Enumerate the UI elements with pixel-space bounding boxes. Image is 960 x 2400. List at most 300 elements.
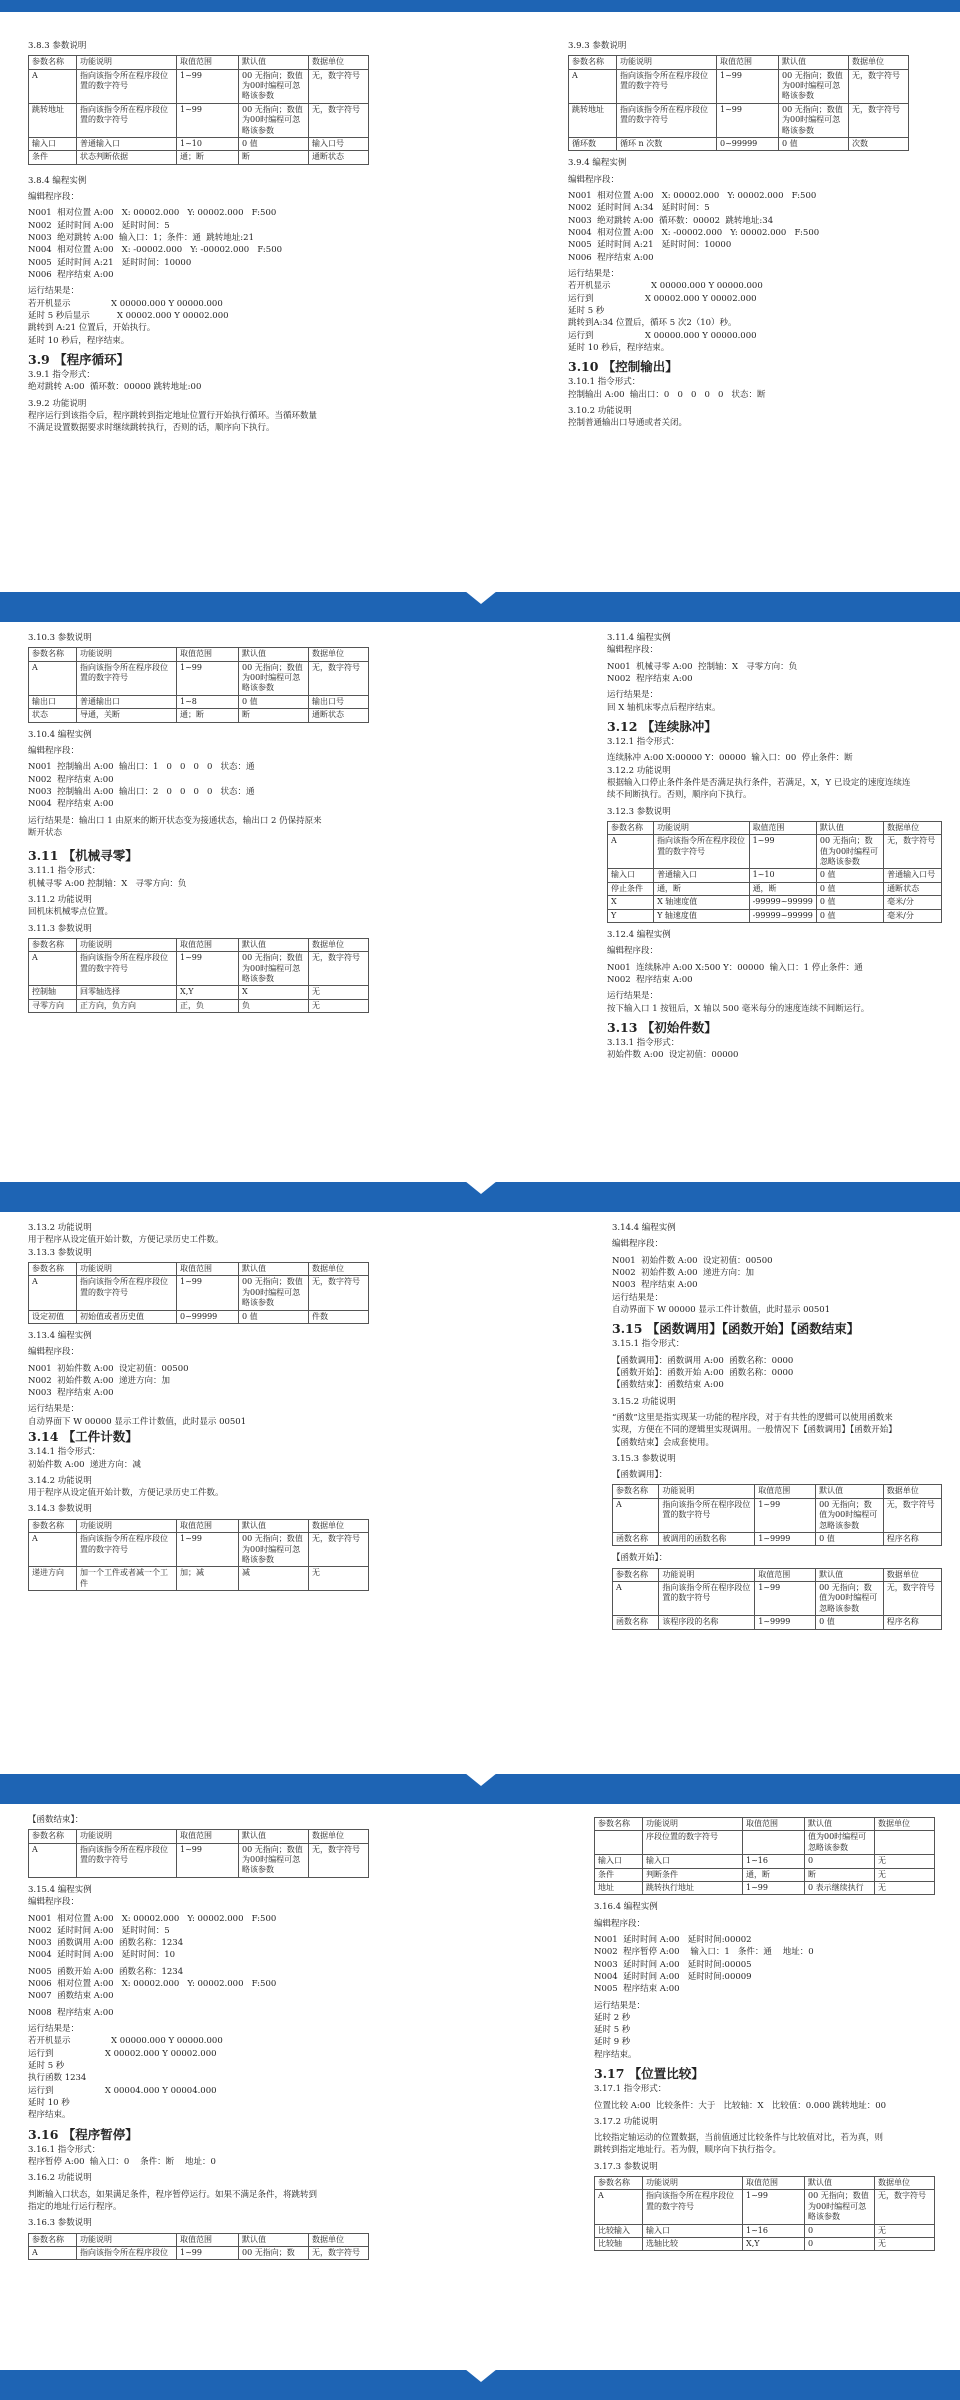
table-cell: 无，数字符号: [309, 2246, 369, 2259]
text-line: 3.13.4 编程实例: [28, 1330, 92, 1341]
table-header-row: [608, 821, 942, 834]
program-line: N005 程序结束 A:00: [594, 1984, 680, 1995]
text-line: 程序结束。: [594, 2049, 637, 2060]
table-cell: 指向该指令所在程序段位置的数字符号: [77, 952, 177, 986]
parameter-table: [28, 938, 369, 1013]
table-row: [29, 1276, 369, 1310]
table-cell: A: [608, 835, 654, 869]
parameter-table: [28, 1829, 369, 1878]
table-cell: 1~99: [177, 1843, 239, 1877]
table-cell: 指向该指令所在程序段位置的数字符号: [77, 1276, 177, 1310]
table-cell: 无，数字符号: [309, 661, 369, 695]
parameter-table: [28, 647, 369, 722]
table-row: [29, 999, 369, 1012]
table-cell: 0 值: [779, 138, 849, 151]
table-cell: 减: [239, 1567, 309, 1591]
table-row: [29, 2246, 369, 2259]
table-cell: 导通，关断: [77, 709, 177, 722]
text-line: 3.11.4 编程实例: [607, 633, 671, 643]
section-heading: 3.14 【工件计数】: [28, 1429, 138, 1445]
table-row: [29, 695, 369, 708]
table-cell: 指向该指令所在程序段位置的数字符号: [659, 1582, 755, 1616]
table-cell: 无，数字符号: [849, 103, 909, 137]
text-line: 运行结果是：: [28, 1404, 80, 1415]
text-line: 控制输出 A:00 输出口：0 0 0 0 0 状态：断: [568, 389, 766, 400]
section-heading: 3.16 【程序暂停】: [28, 2126, 138, 2142]
table-cell: 指向该指令所在程序段位置的数字符号: [659, 1498, 755, 1532]
table-cell: 1~99: [755, 1498, 816, 1532]
table-cell: 取值范围: [177, 1830, 239, 1843]
text-line: 运行结果是：: [607, 690, 659, 701]
table-cell: 0 值: [816, 909, 883, 922]
table-row: [613, 1498, 942, 1532]
page-divider-band: [0, 1774, 960, 1804]
table-cell: 指向该指令所在程序段位置的数字符号: [617, 69, 717, 103]
table-row: [595, 2190, 935, 2224]
table-cell: 无: [309, 999, 369, 1012]
table-cell: 无，数字符号: [309, 1843, 369, 1877]
table-cell: 0 值: [816, 1533, 884, 1546]
text-line: 3.15.3 参数说明: [612, 1453, 676, 1464]
text-line: 初始件数 A:00 递进方向：减: [28, 1459, 141, 1470]
program-line: N004 相对位置 A:00 X: -00002.000 Y: 00002.000 F:500: [568, 228, 820, 238]
table-cell: 0 值: [239, 695, 309, 708]
parameter-table: [612, 1484, 942, 1546]
table-cell: 循环 n 次数: [617, 138, 717, 151]
text-line: 编辑程序段：: [28, 1897, 80, 1908]
table-cell: 功能说明: [643, 2177, 743, 2190]
table-cell: 无: [309, 1567, 369, 1591]
table-row: [29, 69, 369, 103]
text-line: 自动界面下 W 00000 显示工件计数值，此时显示 00501: [28, 1416, 247, 1427]
table-row: [29, 1843, 369, 1877]
program-line: N005 延时时间 A:21 延时时间：10000: [28, 257, 192, 268]
table-cell: 加一个工件或者减一个工件: [77, 1567, 177, 1591]
program-line: N007 函数结束 A:00: [28, 1991, 114, 2002]
table-cell: [875, 1831, 935, 1855]
text-line: 自动界面下 W 00000 显示工件计数值，此时显示 00501: [612, 1304, 831, 1315]
text-line: 3.14.2 功能说明: [28, 1475, 92, 1486]
text-line: 3.15.2 功能说明: [612, 1396, 676, 1407]
table-cell: 回零轴选择: [77, 986, 177, 999]
table-cell: 指向该指令所在程序段位置的数字符号: [77, 1533, 177, 1567]
table-cell: 通，断: [743, 1868, 805, 1881]
table-cell: 无，数字符号: [309, 952, 369, 986]
table-cell: 跳转地址: [569, 103, 617, 137]
table-cell: 00 无指向；数值为00时编程可忽略该参数: [239, 952, 309, 986]
table-cell: 功能说明: [643, 1818, 743, 1831]
table-cell: 输入口: [643, 2224, 743, 2237]
table-row: [608, 882, 942, 895]
parameter-table: [28, 1262, 369, 1324]
program-line: N001 相对位置 A:00 X: 00002.000 Y: 00002.000 F:500: [28, 1913, 277, 1924]
table-cell: 条件: [29, 151, 77, 164]
table-cell: 参数名称: [595, 1818, 643, 1831]
table-cell: 通断状态: [309, 151, 369, 164]
table-cell: X,Y: [743, 2238, 805, 2251]
text-line: 延时 2 秒: [594, 2012, 631, 2023]
text-line: 延时 5 秒: [568, 305, 605, 316]
table-cell: 1~9999: [755, 1616, 816, 1629]
parameter-table: [594, 1817, 935, 1895]
table-cell: 参数名称: [29, 2233, 77, 2246]
text-line: 跳转到 A:21 位置后，开始执行。: [28, 323, 156, 334]
table-row: [29, 986, 369, 999]
table-cell: 1~10: [177, 138, 239, 151]
table-header-row: [613, 1485, 942, 1498]
table-cell: 1~99: [177, 103, 239, 137]
page1-left-column: [28, 40, 418, 435]
program-line: N001 相对位置 A:00 X: 00002.000 Y: 00002.000 F:500: [568, 191, 817, 202]
table-cell: 默认值: [239, 1519, 309, 1532]
table-cell: 默认值: [779, 56, 849, 69]
table-header-row: [569, 56, 909, 69]
table-cell: [595, 1831, 643, 1855]
table-cell: 取值范围: [177, 648, 239, 661]
text-line: 编辑程序段：: [612, 1239, 664, 1250]
text-line: 3.13.2 功能说明: [28, 1223, 92, 1233]
text-line: 初始件数 A:00 设定初值：00000: [607, 1050, 739, 1061]
table-cell: 0: [805, 1855, 875, 1868]
text-line: 程序运行到该指令后，程序跳转到指定地址位置行开始执行循环。当循环数量: [28, 410, 318, 421]
table-cell: 1~99: [717, 69, 779, 103]
table-cell: 函数名称: [613, 1533, 659, 1546]
text-line: 若开机显示 X 00000.000 Y 00000.000: [28, 298, 223, 309]
table-cell: 数据单位: [875, 2177, 935, 2190]
text-line: 不满足设置数据要求时继续跳转执行，否则的话，顺序向下执行。: [28, 423, 275, 434]
program-line: N004 程序结束 A:00: [28, 799, 114, 810]
table-cell: 0: [805, 2224, 875, 2237]
table-cell: 循环数: [569, 138, 617, 151]
table-cell: 控制轴: [29, 986, 77, 999]
text-line: “函数”这里是指实现某一功能的程序段，对于有共性的逻辑可以使用函数来: [612, 1412, 893, 1423]
text-line: 绝对跳转 A:00 循环数：00000 跳转地址:00: [28, 382, 202, 393]
text-line: 判断输入口状态，如果满足条件，程序暂停运行。如果不满足条件，将跳转到: [28, 2189, 318, 2200]
table-cell: 0 值: [239, 1310, 309, 1323]
table-cell: 数据单位: [309, 1830, 369, 1843]
table-cell: 00 无指向；数值为00时编程可忽略该参数: [816, 1498, 884, 1532]
text-line: 编辑程序段：: [594, 1918, 646, 1929]
table-cell: 功能说明: [77, 56, 177, 69]
text-line: 3.16.4 编程实例: [594, 1902, 658, 1913]
program-line: N002 程序结束 A:00: [607, 974, 693, 985]
table-cell: 取值范围: [717, 56, 779, 69]
table-row: [29, 138, 369, 151]
text-line: 编辑程序段：: [607, 645, 659, 656]
table-cell: A: [29, 661, 77, 695]
table-cell: 正方向，负方向: [77, 999, 177, 1012]
text-line: 延时 10 秒后，程序结束。: [568, 342, 670, 353]
table-cell: 0 值: [816, 882, 883, 895]
table-cell: 00 无指向；数: [239, 2246, 309, 2259]
table-cell: 指向该指令所在程序段位: [77, 2246, 177, 2259]
section-heading: 3.13 【初始件数】: [607, 1019, 717, 1035]
program-line: N006 程序结束 A:00: [28, 270, 114, 281]
table-cell: 序段位置的数字符号: [643, 1831, 743, 1855]
text-line: 【函数调用】：: [612, 1470, 668, 1481]
table-cell: 功能说明: [77, 1262, 177, 1275]
table-row: [29, 1533, 369, 1567]
table-row: [595, 1855, 935, 1868]
table-cell: 功能说明: [659, 1568, 755, 1581]
table-row: [29, 952, 369, 986]
page-divider-band: [0, 0, 960, 12]
table-cell: 选轴比较: [643, 2238, 743, 2251]
table-cell: X: [239, 986, 309, 999]
text-line: 3.14.3 参数说明: [28, 1504, 92, 1515]
table-cell: 比较轴: [595, 2238, 643, 2251]
table-row: [29, 709, 369, 722]
table-cell: 功能说明: [617, 56, 717, 69]
section-heading: 3.17 【位置比较】: [594, 2066, 704, 2082]
table-cell: 无，数字符号: [309, 103, 369, 137]
table-cell: 参数名称: [29, 648, 77, 661]
table-cell: 00 无指向；数值为00时编程可忽略该参数: [779, 69, 849, 103]
text-line: 断开状态: [28, 827, 63, 838]
text-line: 编辑程序段：: [28, 192, 80, 203]
table-cell: 功能说明: [654, 821, 750, 834]
text-line: 续不间断执行。否则，顺序向下执行。: [607, 790, 752, 801]
table-cell: 参数名称: [569, 56, 617, 69]
program-line: N004 相对位置 A:00 X: -00002.000 Y: -00002.000 F:500: [28, 245, 283, 256]
program-line: N003 延时时间 A:00 延时时间:00005: [594, 1959, 752, 1970]
table-cell: 0: [805, 2238, 875, 2251]
table-cell: 通断状态: [309, 709, 369, 722]
text-line: 3.12.3 参数说明: [607, 806, 671, 817]
table-cell: 1~99: [177, 1276, 239, 1310]
table-cell: 输入口: [643, 1855, 743, 1868]
text-line: 【函数结束】：函数结束 A:00: [612, 1380, 724, 1391]
text-line: 运行到 X 00002.000 Y 00002.000: [568, 293, 757, 304]
table-header-row: [29, 938, 369, 951]
table-cell: 断: [805, 1868, 875, 1881]
table-cell: 判断条件: [643, 1868, 743, 1881]
table-cell: 值为00时编程可忽略该参数: [805, 1831, 875, 1855]
text-line: 编辑程序段：: [607, 946, 659, 957]
table-row: [613, 1533, 942, 1546]
table-cell: 通，断: [654, 882, 750, 895]
table-cell: 通；断: [177, 709, 239, 722]
section-heading: 3.9 【程序循环】: [28, 351, 130, 367]
table-cell: A: [29, 1276, 77, 1310]
table-cell: 取值范围: [749, 821, 816, 834]
table-cell: 件数: [309, 1310, 369, 1323]
parameter-table: [607, 821, 942, 923]
text-line: 实现，方便在不同的逻辑里实现调用。一般情况下【函数调用】【函数开始】: [612, 1425, 897, 1436]
table-row: [595, 1868, 935, 1881]
program-line: N002 程序结束 A:00: [607, 673, 693, 684]
program-line: N006 程序结束 A:00: [568, 252, 654, 263]
text-line: 程序结束。: [28, 2110, 71, 2121]
text-line: 【函数开始】：: [612, 1553, 668, 1564]
text-line: 机械寻零 A:00 控制轴：X 寻零方向：负: [28, 878, 187, 889]
program-line: N001 连续脉冲 A:00 X:500 Y：00000 输入口：1 停止条件：通: [607, 962, 863, 973]
table-cell: 状态判断依据: [77, 151, 177, 164]
table-cell: A: [569, 69, 617, 103]
text-line: 延时 5 秒: [594, 2025, 631, 2036]
page4-left-column: [28, 1814, 428, 2266]
text-line: 回 X 轴机床零点后程序结束。: [607, 702, 721, 713]
table-header-row: [613, 1568, 942, 1581]
text-line: 跳转到A:34 位置后，循环 5 次2（10）秒。: [568, 318, 737, 329]
parameter-table: [568, 55, 909, 151]
parameter-table: [612, 1568, 942, 1630]
table-cell: 数据单位: [309, 938, 369, 951]
table-cell: 取值范围: [177, 938, 239, 951]
table-cell: 无，数字符号: [309, 1533, 369, 1567]
table-cell: 取值范围: [743, 2177, 805, 2190]
table-cell: 该程序段的名称: [659, 1616, 755, 1629]
table-header-row: [595, 1818, 935, 1831]
section-heading: 3.10 【控制输出】: [568, 359, 678, 375]
table-cell: 递进方向: [29, 1567, 77, 1591]
table-cell: 参数名称: [613, 1568, 659, 1581]
section-heading: 3.11 【机械寻零】: [28, 848, 138, 864]
table-cell: 无: [309, 986, 369, 999]
table-cell: A: [613, 1498, 659, 1532]
table-cell: 指向该指令所在程序段位置的数字符号: [617, 103, 717, 137]
table-row: [569, 69, 909, 103]
table-cell: 默认值: [805, 2177, 875, 2190]
table-cell: 函数名称: [613, 1616, 659, 1629]
table-cell: 取值范围: [755, 1568, 816, 1581]
table-cell: 数据单位: [849, 56, 909, 69]
table-cell: 断: [239, 709, 309, 722]
text-line: 运行结果是：: [568, 268, 620, 279]
text-line: 比较指定轴运动的位置数据，当前值通过比较条件与比较值对比，若为真，则: [594, 2133, 884, 2144]
table-cell: 1~99: [177, 2246, 239, 2259]
table-cell: 数据单位: [883, 1568, 941, 1581]
table-cell: 1~16: [743, 1855, 805, 1868]
text-line: 【函数调用】：函数调用 A:00 函数名称：0000: [612, 1355, 794, 1366]
text-line: 若开机显示 X 00000.000 Y 00000.000: [28, 2036, 223, 2047]
table-cell: 指向该指令所在程序段位置的数字符号: [77, 1843, 177, 1877]
text-line: 3.8.4 编程实例: [28, 175, 87, 186]
table-cell: 寻零方向: [29, 999, 77, 1012]
text-line: 3.14.4 编程实例: [612, 1223, 676, 1233]
program-line: N003 程序结束 A:00: [612, 1280, 698, 1291]
table-cell: 取值范围: [177, 56, 239, 69]
table-cell: 00 无指向；数值为00时编程可忽略该参数: [239, 1533, 309, 1567]
table-cell: 跳转执行地址: [643, 1881, 743, 1894]
text-line: 位置比较 A:00 比较条件：大于 比较轴：X 比较值：0.000 跳转地址：00: [594, 2100, 887, 2111]
parameter-table: [28, 1519, 369, 1591]
text-line: 运行结果是：: [28, 286, 80, 297]
table-cell: 00 无指向；数值为00时编程可忽略该参数: [816, 1582, 884, 1616]
text-line: 运行到 X 00004.000 Y 00004.000: [28, 2085, 217, 2096]
program-line: N005 延时时间 A:21 延时时间：10000: [568, 240, 732, 251]
table-cell: 普通输入口: [77, 138, 177, 151]
table-row: [29, 1567, 369, 1591]
text-line: 延时 5 秒后显示 X 00002.000 Y 00002.000: [28, 310, 229, 321]
parameter-table: [594, 2176, 935, 2251]
table-cell: 默认值: [239, 648, 309, 661]
table-cell: 无: [875, 1881, 935, 1894]
table-cell: 1~99: [755, 1582, 816, 1616]
text-line: 3.11.1 指令形式：: [28, 866, 101, 877]
table-cell: A: [29, 2246, 77, 2259]
table-cell: 取值范围: [743, 1818, 805, 1831]
table-header-row: [29, 1830, 369, 1843]
table-cell: 断: [239, 151, 309, 164]
table-cell: 0 值: [816, 896, 883, 909]
table-row: [608, 909, 942, 922]
table-cell: 普通输入口: [654, 869, 750, 882]
table-row: [595, 2224, 935, 2237]
table-cell: A: [29, 1843, 77, 1877]
text-line: 【函数结束】会成套使用。: [612, 1437, 715, 1448]
table-cell: 参数名称: [29, 1830, 77, 1843]
text-line: 3.13.3 参数说明: [28, 1247, 92, 1258]
table-cell: A: [595, 2190, 643, 2224]
table-cell: 取值范围: [177, 1519, 239, 1532]
table-cell: 停止条件: [608, 882, 654, 895]
table-cell: 通；断: [177, 151, 239, 164]
table-cell: 参数名称: [608, 821, 654, 834]
text-line: 编辑程序段：: [568, 174, 620, 185]
table-cell: 数据单位: [309, 1262, 369, 1275]
text-line: 3.10.4 编程实例: [28, 729, 92, 740]
table-cell: 数据单位: [884, 821, 942, 834]
table-cell: 输入口: [608, 869, 654, 882]
table-cell: 状态: [29, 709, 77, 722]
program-line: N002 初始件数 A:00 递进方向：加: [612, 1267, 754, 1278]
text-line: 3.14.1 指令形式：: [28, 1447, 101, 1458]
table-cell: 0 表示继续执行: [805, 1881, 875, 1894]
table-cell: 1~99: [177, 661, 239, 695]
text-line: 3.12.4 编程实例: [607, 930, 671, 940]
text-line: 3.10.3 参数说明: [28, 633, 92, 643]
text-line: 3.9.3 参数说明: [568, 41, 627, 51]
table-cell: 指向该指令所在程序段位置的数字符号: [643, 2190, 743, 2224]
table-cell: 00 无指向；数值为00时编程可忽略该参数: [239, 103, 309, 137]
text-line: 指定的地址行运行程序。: [28, 2201, 122, 2212]
program-line: N001 机械寻零 A:00 控制轴：X 寻零方向：负: [607, 661, 798, 672]
table-header-row: [29, 1262, 369, 1275]
program-line: N004 延时时间 A:00 延时时间:00009: [594, 1971, 752, 1982]
table-cell: 普通输入口号: [884, 869, 942, 882]
table-cell: 设定初值: [29, 1310, 77, 1323]
text-line: 3.17.3 参数说明: [594, 2161, 658, 2172]
program-line: N002 延时时间 A:00 延时时间：5: [28, 1925, 170, 1936]
table-cell: 无，数字符号: [883, 1582, 941, 1616]
program-line: N001 初始件数 A:00 设定初值：00500: [612, 1255, 773, 1266]
table-header-row: [29, 2233, 369, 2246]
table-cell: 程序名称: [883, 1533, 941, 1546]
table-cell: 取值范围: [177, 2233, 239, 2246]
table-cell: 指向该指令所在程序段位置的数字符号: [77, 69, 177, 103]
text-line: 3.13.1 指令形式：: [607, 1038, 680, 1048]
table-cell: 功能说明: [77, 1519, 177, 1532]
text-line: 若开机显示 X 00000.000 Y 00000.000: [568, 281, 763, 292]
text-line: 延时 9 秒: [594, 2037, 631, 2048]
program-line: N001 相对位置 A:00 X: 00002.000 Y: 00002.000 F:500: [28, 208, 277, 219]
table-cell: 毫米/分: [884, 896, 942, 909]
table-cell: 00 无指向；数值为00时编程可忽略该参数: [239, 661, 309, 695]
text-line: 【函数开始】：函数开始 A:00 函数名称：0000: [612, 1367, 794, 1378]
table-cell: 无，数字符号: [875, 2190, 935, 2224]
table-cell: 毫米/分: [884, 909, 942, 922]
page-divider-band: [0, 592, 960, 622]
section-heading: 3.12 【连续脉冲】: [607, 718, 717, 734]
program-line: N002 延时时间 A:34 延时时间：5: [568, 203, 710, 214]
text-line: 3.17.2 功能说明: [594, 2116, 658, 2127]
program-line: N003 绝对跳转 A:00 循环数：00002 跳转地址:34: [568, 215, 774, 226]
program-line: N002 延时时间 A:00 延时时间：5: [28, 220, 170, 231]
table-cell: 地址: [595, 1881, 643, 1894]
section-heading: 3.15 【函数调用】【函数开始】【函数结束】: [612, 1321, 860, 1337]
table-cell: A: [613, 1582, 659, 1616]
